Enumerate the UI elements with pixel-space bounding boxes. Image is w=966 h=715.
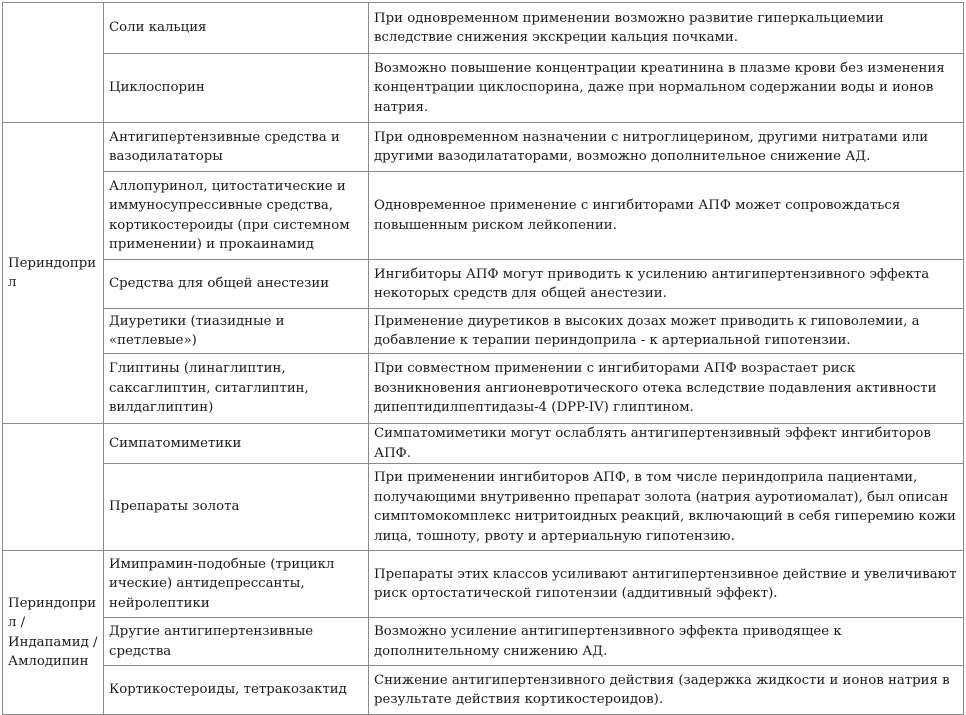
table-row <box>3 3 964 54</box>
interacting-agent-cell: Препараты золота <box>104 464 369 551</box>
interacting-agent-cell: Имипрамин-подобные (трицикл ические) антидепрессанты, нейролептики <box>104 551 369 618</box>
interaction-effect-cell: Препараты этих классов усиливают антигипертензивное действие и увеличивают риск ортостатической гипотензии (аддитивный эффект). <box>369 551 964 618</box>
interacting-agent-cell: Средства для общей анестезии <box>104 260 369 309</box>
interaction-effect-cell: При одновременном назначении с нитроглицерином, другими нитратами или другими вазодилататорами, возможно дополнительное снижение АД. <box>369 123 964 172</box>
interaction-effect-cell: При совместном применении с ингибиторами АПФ возрастает риск возникновения ангионевротического отека вследствие подавления активности дипептидилпептидазы-4 (DPP-IV) глиптином. <box>369 354 964 424</box>
interacting-agent-cell: Аллопуринол, цитостатические и иммуносупрессивные средства, кортикостероиды (при системном применении) и прокаинамид <box>104 172 369 260</box>
table-row <box>3 551 964 618</box>
table-row <box>3 260 964 309</box>
interacting-agent-cell: Глиптины (линаглиптин, саксаглиптин, ситаглиптин, вилдаглиптин) <box>104 354 369 424</box>
interaction-effect-cell: Одновременное применение с ингибиторами АПФ может сопровождаться повышенным риском лейкопении. <box>369 172 964 260</box>
table-row <box>3 464 964 551</box>
interaction-effect-cell: Применение диуретиков в высоких дозах может приводить к гиповолемии, а добавление к терапии периндоприла - к артериальной гипотензии. <box>369 309 964 354</box>
interaction-effect-cell: Ингибиторы АПФ могут приводить к усилению антигипертензивного эффекта некоторых средств для общей анестезии. <box>369 260 964 309</box>
table-row <box>3 172 964 260</box>
table-row <box>3 354 964 424</box>
interaction-effect-cell: Возможно повышение концентрации креатинина в плазме крови без изменения концентрации циклоспорина, даже при нормальном содержании воды и ионов натрия. <box>369 54 964 123</box>
drug-name-cell: Периндоприл /Индапамид / Амлодипин <box>3 551 104 715</box>
drug-name-cell: Периндоприл <box>3 123 104 424</box>
interacting-agent-cell: Диуретики (тиазидные и «петлевые») <box>104 309 369 354</box>
interacting-agent-cell: Циклоспорин <box>104 54 369 123</box>
interacting-agent-cell: Другие антигипертензивные средства <box>104 618 369 666</box>
table-row <box>3 54 964 123</box>
interaction-effect-cell: Снижение антигипертензивного действия (задержка жидкости и ионов натрия в результате действия кортикостероидов). <box>369 666 964 715</box>
drug-name-cell <box>3 424 104 551</box>
table-row <box>3 666 964 715</box>
table-row <box>3 309 964 354</box>
table-row <box>3 123 964 172</box>
interaction-effect-cell: При применении ингибиторов АПФ, в том числе периндоприла пациентами, получающими внутривенно препарат золота (натрия ауротиомалат), был описан симптомокомплекс нитритоидных реакций, включающий в себя гиперемию кожи лица, тошноту, рвоту и артериальную гипотензию. <box>369 464 964 551</box>
drug-interactions-table <box>2 2 964 715</box>
table-row <box>3 424 964 464</box>
interacting-agent-cell: Антигипертензивные средства и вазодилататоры <box>104 123 369 172</box>
interacting-agent-cell: Кортикостероиды, тетракозактид <box>104 666 369 715</box>
interaction-effect-cell: Симпатомиметики могут ослаблять антигипертензивный эффект ингибиторов АПФ. <box>369 424 964 464</box>
drug-name-cell <box>3 3 104 123</box>
interaction-effect-cell: Возможно усиление антигипертензивного эффекта приводящее к дополнительному снижению АД. <box>369 618 964 666</box>
interacting-agent-cell: Симпатомиметики <box>104 424 369 464</box>
table-row <box>3 618 964 666</box>
interaction-effect-cell: При одновременном применении возможно развитие гиперкальциемии вследствие снижения экскреции кальция почками. <box>369 3 964 54</box>
interacting-agent-cell: Соли кальция <box>104 3 369 54</box>
